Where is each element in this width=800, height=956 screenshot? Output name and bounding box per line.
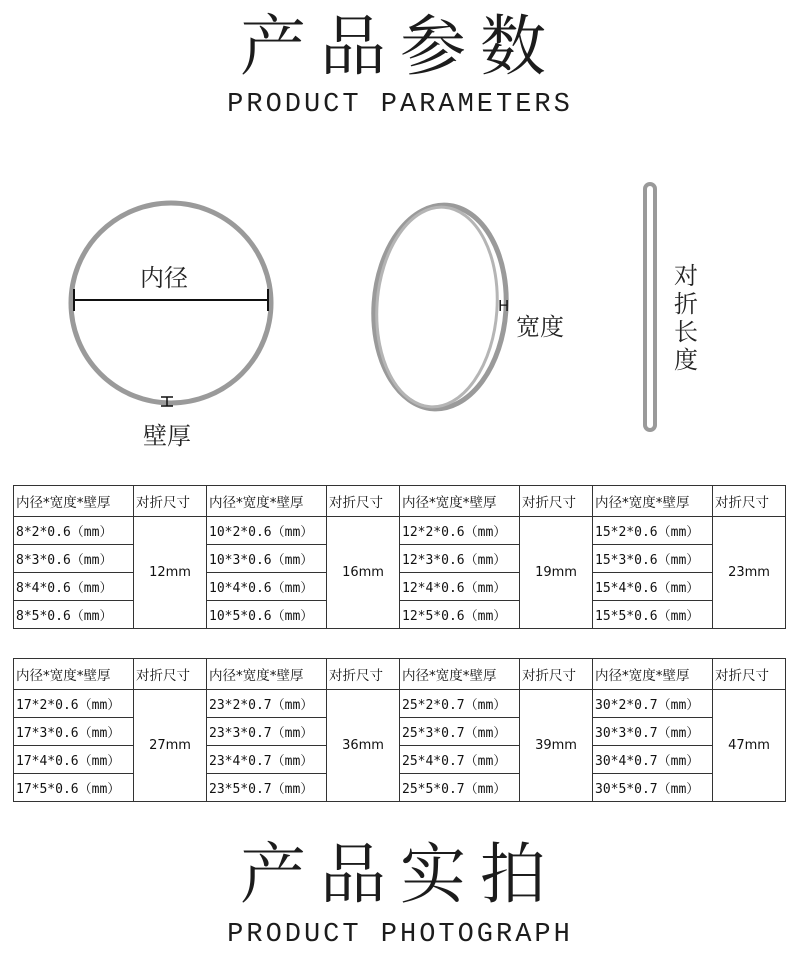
size-cell: 23*5*0.7（mm） [207,774,327,802]
size-cell: 30*3*0.7（mm） [593,718,713,746]
size-cell: 12*3*0.6（mm） [400,545,520,573]
folded-length-char-4: 度 [674,346,698,374]
header-fold: 对折尺寸 [713,486,786,517]
table-row [14,601,786,629]
size-cell: 8*5*0.6（mm） [14,601,134,629]
header-size: 内径*宽度*壁厚 [14,486,134,517]
wall-thickness-label: 壁厚 [143,422,191,450]
size-cell: 30*2*0.7（mm） [593,690,713,718]
size-cell: 25*3*0.7（mm） [400,718,520,746]
table-row [14,690,786,718]
header-size: 内径*宽度*壁厚 [207,486,327,517]
folded-length-char-1: 对 [674,262,698,290]
header-fold: 对折尺寸 [327,486,400,517]
fold-cell: 36mm [327,690,400,802]
header-size: 内径*宽度*壁厚 [593,659,713,690]
photo-title-en: PRODUCT PHOTOGRAPH [227,920,573,950]
fold-cell: 23mm [713,517,786,629]
size-cell: 17*3*0.6（mm） [14,718,134,746]
band-dimension-diagram [0,170,800,460]
ring-top-view [71,203,271,403]
table-row [14,517,786,545]
header-size: 内径*宽度*壁厚 [400,486,520,517]
size-cell: 25*2*0.7（mm） [400,690,520,718]
size-cell: 25*4*0.7（mm） [400,746,520,774]
table-row [14,718,786,746]
size-cell: 30*5*0.7（mm） [593,774,713,802]
size-cell: 12*5*0.6（mm） [400,601,520,629]
fold-cell: 39mm [520,690,593,802]
size-cell: 15*3*0.6（mm） [593,545,713,573]
size-cell: 10*3*0.6（mm） [207,545,327,573]
fold-cell: 19mm [520,517,593,629]
size-cell: 12*4*0.6（mm） [400,573,520,601]
size-cell: 10*2*0.6（mm） [207,517,327,545]
size-cell: 30*4*0.7（mm） [593,746,713,774]
table-header-row [14,486,786,517]
size-cell: 10*4*0.6（mm） [207,573,327,601]
table-row [14,774,786,802]
header-fold: 对折尺寸 [713,659,786,690]
fold-cell: 12mm [134,517,207,629]
header-fold: 对折尺寸 [520,486,593,517]
ring-side-view-outer [367,201,513,414]
size-cell: 15*4*0.6（mm） [593,573,713,601]
size-cell: 15*2*0.6（mm） [593,517,713,545]
size-cell: 12*2*0.6（mm） [400,517,520,545]
header-fold: 对折尺寸 [134,659,207,690]
header-size: 内径*宽度*壁厚 [400,659,520,690]
size-cell: 10*5*0.6（mm） [207,601,327,629]
width-marker: H [498,297,510,315]
fold-cell: 27mm [134,690,207,802]
size-cell: 15*5*0.6（mm） [593,601,713,629]
header-fold: 对折尺寸 [327,659,400,690]
header-fold: 对折尺寸 [520,659,593,690]
folded-band [645,184,655,430]
size-cell: 23*3*0.7（mm） [207,718,327,746]
size-cell: 17*4*0.6（mm） [14,746,134,774]
size-cell: 8*4*0.6（mm） [14,573,134,601]
size-cell: 25*5*0.7（mm） [400,774,520,802]
header-size: 内径*宽度*壁厚 [207,659,327,690]
size-table-2 [13,658,786,802]
photo-title-cn: 产品实拍 [240,836,560,913]
table-row [14,573,786,601]
fold-cell: 47mm [713,690,786,802]
size-cell: 17*5*0.6（mm） [14,774,134,802]
header-size: 内径*宽度*壁厚 [14,659,134,690]
width-label: 宽度 [516,313,564,341]
table-row [14,545,786,573]
folded-length-char-2: 折 [674,290,698,318]
folded-length-char-3: 长 [674,318,698,346]
size-cell: 17*2*0.6（mm） [14,690,134,718]
params-title-cn: 产品参数 [240,8,560,85]
size-cell: 8*2*0.6（mm） [14,517,134,545]
header-size: 内径*宽度*壁厚 [593,486,713,517]
size-cell: 23*2*0.7（mm） [207,690,327,718]
inner-diameter-label: 内径 [140,264,188,292]
size-table-1 [13,485,786,629]
size-cell: 23*4*0.7（mm） [207,746,327,774]
fold-cell: 16mm [327,517,400,629]
table-row [14,746,786,774]
table-header-row [14,659,786,690]
header-fold: 对折尺寸 [134,486,207,517]
params-title-en: PRODUCT PARAMETERS [227,90,573,120]
size-cell: 8*3*0.6（mm） [14,545,134,573]
